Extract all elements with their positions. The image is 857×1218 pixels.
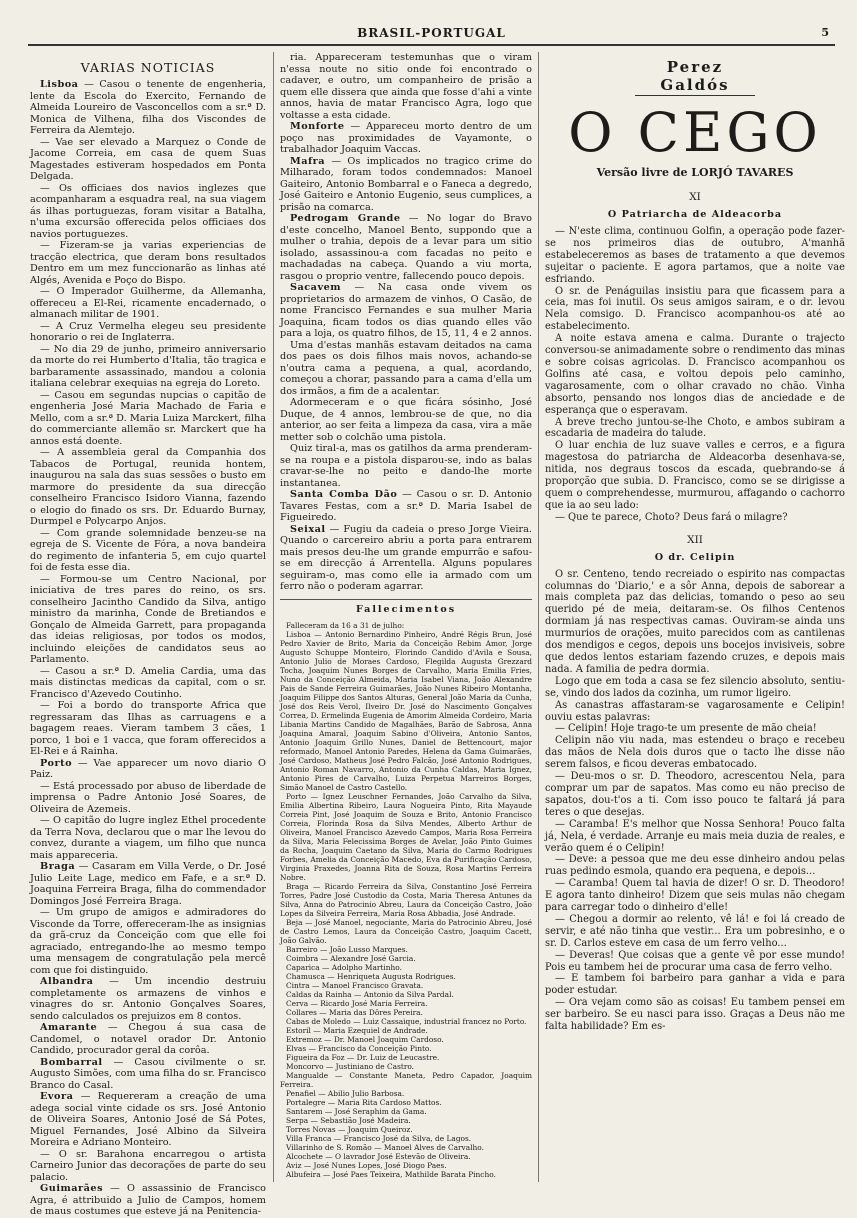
novel-title: O CEGO <box>568 101 822 164</box>
news-item <box>30 861 266 907</box>
news-item <box>280 121 532 156</box>
chapter-paragraph: O sr. de Penáguilas insistiu para que ficassem para a ceia, mas foi inutil. Os seus amigos sairam, e o dr. levou Nela comsigo. D. Francisco acompanhou-os até ao estabelecimento. <box>545 285 845 333</box>
section-title: VARIAS NOTICIAS <box>80 60 216 75</box>
obituary-entry: Collares — Maria das Dôres Pereira. <box>286 1007 423 1017</box>
news-item <box>30 758 266 781</box>
news-text: Adormeceram e o que ficára sósinho, José Duque, de 4 annos, lembrou-se de que, no dia anterior, ao ser feita a limpeza da casa, vira a mãe metter sob o colchão uma pistola. <box>280 397 532 443</box>
news-dateline: Albandra <box>40 976 94 987</box>
obituary-list <box>280 621 532 1179</box>
news-item <box>30 240 266 286</box>
obituary-entry: Braga — Ricardo Ferreira da Silva, Constantino José Ferreira Torres, Padre José Custodio da Costa, Maria Theresa Antunes da Silva, Anna do Patrocinio Abreu, Laura da Conceição Castro, João Lopes da Silveira Ferreira, Maria Rosa Abbadia, José Andrade. <box>280 881 532 918</box>
column-serial-novel <box>545 52 845 1182</box>
chapter-paragraph: — Celipin! Hoje trago-te um presente de mão cheia! <box>555 723 817 735</box>
news-text: — Um incendio destruiu completamente os armazens de vinhos e vinagres do sr. Antonio Gonçalves Soares, sendo calculados os prejuizos em 8 contos. <box>30 976 266 1022</box>
obituary-entry: Albufeira — José Paes Teixeira, Mathilde Barata Pincho. <box>286 1169 496 1179</box>
page-header <box>28 24 835 46</box>
news-item <box>30 1057 266 1092</box>
news-dateline: Porto <box>40 757 73 769</box>
obituary-entry: Lisboa — Antonio Bernardino Pinheiro, André Régis Brun, José Pedro Xavier de Brito, Maria da Conceição Rebim Amor, Jorge Augusto Schuppe Monteiro, Florindo Candido d'Avila e Sousa, Antonio Julio de Moraes Cardoso, Flegilda Augusta Grezzard Tocha, Joaquim Nunes Borges de Carvalho, Maria Emilia Fries, Nuno da Conceição Almeida, Maria Isabel Viana, João Alexandre Pais de Sande Ferreira Guimarães, João Nunes Ribeiro Montanha, Joaquim Filippe dos Santos Alturas, General João Maria da Cunha, José dos Reis Verol, Ilveiro Dr. José do Nascimento Gonçalves Correa, D. Ermelinda Eugenia de Amorim Almeida Cordeiro, Maria Libania Martins Candido de Magalhães, Barão de Sabrosa, Anna Joaquina Amaral, Joaquim Sabino d'Oliveira, Antonio Santos, Antonio Joaquim Grillo Nunes, Daniel de Bettencourt, major reformado, Manoel Antonio Paredes, Helena da Gama Guimarães, José Cardoso, Matheus José Pedro Falcão, José Antonio Rodrigues, Antonio Roman Navarro, Antonio da Cunha Caldas, Maria Ignez, Antonio Pires de Carvalho, Luiza Perpetua Marreiros Borges, Simão Manoel de Castro Castello. <box>280 629 532 792</box>
chapter-paragraph: — Caramba! E's melhor que Nossa Senhora! Pouco falta já, Nela, é verdade. Arranje eu mais meia duzia de reales, e verão quem é o Celipin! <box>545 818 845 854</box>
news-item <box>30 815 266 861</box>
chapter-paragraph: — E tambem foi barbeiro para ganhar a vida e para poder estudar. <box>545 973 845 997</box>
news-text: — O Imperador Guilherme, da Allemanha, offereceu a El-Rei, ricamente encadernado, o almanach militar de 1901. <box>30 286 266 320</box>
column-rule-1 <box>273 52 274 1182</box>
news-text: — Formou-se um Centro Nacional, por iniciativa de tres pares do reino, os srs. conselheiro Jacintho Candido da Silva, antigo ministro da marinha, Conde de Bretiandos e Gonçalo de Almeida Garrett, para propaganda das ideias religiosas, por todos os modos, incluindo eleições de candidatos seus ao Parlamento. <box>30 573 266 665</box>
news-item <box>30 907 266 976</box>
obituary-entry: Portalegre — Maria Rita Cardoso Mattos. <box>286 1097 442 1107</box>
news-item <box>280 397 532 443</box>
news-text: Quiz tiral-a, mas os gatilhos da arma prenderam-se na roupa e a pistola disparou-se, indo as balas cravar-se-lhe no peito e dando-lhe morte instantanea. <box>280 443 532 489</box>
news-item <box>30 1149 266 1184</box>
news-text: — Requereram a creação de uma adega social vinte cidade os srs. José Antonio de Oliveira Soares, Antonio José de Sá Potes, Miguel Fernandes, José Albino da Silveira Moreira e Adriano Monteiro. <box>30 1091 266 1148</box>
news-dateline: Monforte <box>290 121 345 132</box>
news-text: — Vae apparecer um novo diario O Paiz. <box>30 757 266 780</box>
obituary-entry: Caparica — Adolpho Martinho. <box>286 962 402 972</box>
news-item <box>280 443 532 489</box>
obituary-entry: Porto — Ignez Leuschner Fernandes, João Carvalho da Silva, Emilia Albertina Ribeiro, Laura Nogueira Pinto, Rita Mayaude Correia Pint, José Joaquim de Souza e Brito, Antonio Francisco Correia, Florinda Rosa da Silva Mendes, Alberto Arthur de Oliveira, Manoel Francisco Azevedo Campos, Maria Rosa Ferreira da Silva, Maria Felecissima Borges de Avelar, João Pinto Guimes da Rocha, Joaquim Caetano da Silva, Maria do Carmo Rodrigues Forbes, Amelia da Conceição Macedo, Eva da Purificação Cardoso, Virginia Praxedes, Joanna Rita de Souza, Rosa Martins Ferreira Nobre. <box>280 791 532 882</box>
news-item <box>30 528 266 574</box>
news-text: — No logar do Bravo d'este concelho, Manoel Bento, suppondo que a mulher o trahia, depois de a levar para um sitio isolado, assassinou-a com facadas no peito e machadadas na cabeça. Quando a viu morta, rasgou o proprio ventre, fallecendo pouco depois. <box>280 213 532 282</box>
chapter-number: XI <box>689 191 701 203</box>
news-item <box>30 666 266 701</box>
obituary-entry: Villa Franca — Francisco José da Silva, de Lagos. <box>286 1133 472 1143</box>
news-item <box>30 344 266 390</box>
news-item <box>30 447 266 528</box>
novel-author: Perez Galdós <box>635 58 755 96</box>
news-dateline: Pedrogam Grande <box>290 213 401 224</box>
news-item <box>30 574 266 666</box>
news-item <box>30 781 266 816</box>
column-rule-2 <box>538 52 539 1182</box>
obituary-entry: Cerva — Ricardo José Maria Ferreira. <box>286 998 428 1008</box>
news-text: — Está processado por abuso de liberdade de imprensa o Padre Antonio José Soares, de Oliveira de Azemeis. <box>30 780 266 815</box>
obituary-entry: Moncorvo — Justiniano de Castro. <box>286 1061 415 1071</box>
news-text: — Casaram em Villa Verde, o Dr. José Julio Leite Lage, medico em Fafe, e a sr.ª D. Joaquina Ferreira Braga, filha do commendador Domingos José Ferreira Braga. <box>30 861 266 907</box>
column-news-continued <box>280 52 532 1182</box>
column-varias-noticias <box>30 52 266 1217</box>
obituary-entry: Alcochete — O lavrador José Estevão de Oliveira. <box>286 1151 471 1161</box>
chapter-paragraph: — Deu-mos o sr. D. Theodoro, acrescentou Nela, para comprar um par de sapatos. Mas como eu não preciso de sapatos, dou-t'os a ti. Com isso pouco te faltará já para teres o que desejas. <box>545 771 845 818</box>
chapter-number: XII <box>687 533 703 546</box>
news-text: — Appareceu morto dentro de um poço nas proximidades de Vayamonte, o trabalhador Joaquim Vaccas. <box>280 121 532 155</box>
news-dateline: Seixal <box>290 523 326 535</box>
obituary-entry: Caldas da Rainha — Antonio da Silva Pardal. <box>286 989 454 999</box>
news-item <box>30 321 266 344</box>
news-dateline: Braga <box>40 861 76 872</box>
news-item <box>30 286 266 321</box>
news-text: — Casou civilmente o sr. Augusto Simões, com uma filha do sr. Francisco Branco do Casal. <box>30 1056 266 1091</box>
news-item <box>30 1022 266 1057</box>
news-text: — Na casa onde vivem os proprietarios do armazem de vinhos, O Casão, de nome Francisco Fernandes e sua mulher Maria Joaquina, ficam todos os dias quando elles vão para a loja, os quatro filhos, de 15, 11, 4 e 2 annos. <box>280 282 532 339</box>
chapter-paragraph: Celipin não viu nada, mas estendeu o braço e recebeu das mãos de Nela dois duros que o tacto lhe disse não serem falsos, e ficou deveras embatocado. <box>545 735 845 771</box>
news-text: — Foi a bordo do transporte Africa que regressaram das Ilhas as carruagens e a bagagem reaes. Vieram tambem 3 cães, 1 porco, 1 boi e 1 vacca, que foram offerecidos a El-Rei e á Rainha. <box>30 700 266 757</box>
news-text: — Vae ser elevado a Marquez o Conde de Jacome Correia, em casa de quem Suas Magestades estiveram hospedados em Ponta Delgada. <box>30 136 266 182</box>
obituary-entry: Chamusca — Henriqueta Augusta Rodrigues. <box>286 971 456 981</box>
obituary-intro: Falleceram da 16 a 31 de julho: <box>286 620 405 630</box>
obituary-entry: Estoril — Maria Ezequiel de Andrade. <box>286 1025 428 1035</box>
news-text: — Os implicados no tragico crime do Milharado, foram todos condemnados: Manoel Gaiteiro, Antonio Bombarral e o Faneca a degredo, José Gaiteiro e Antonio Eugenio, seus cumplices, a prisão na comarca. <box>280 155 532 213</box>
news-item <box>280 213 532 282</box>
chapter-paragraph: — Caramba! Quem tal havia de dizer! O sr. D. Theodoro! E agora tanto dinheiro! Dizem que seis mulas não chegam para carregar todo o dinheiro d'elle! <box>545 878 845 914</box>
page-number: 5 <box>821 26 829 39</box>
obituary-entry: Penafiel — Abilio Julio Barbosa. <box>286 1088 405 1098</box>
news-dateline: Mafra <box>290 155 326 167</box>
obituary-entry: Mangualde — Constante Maneta, Pedro Capador, Joaquim Ferreira. <box>280 1070 532 1089</box>
obituary-entry: Cintra — Manoel Francisco Gravata. <box>286 980 424 990</box>
chapter-paragraph: — Chegou a dormir ao relento, vê lá! e foi lá creado de servir, e até não tinha que vestir... Era um pobresinho, e o sr. D. Carlos esteve em casa de um ferro velho... <box>545 913 845 949</box>
chapter-paragraph: — N'este clima, continuou Golfin, a operação pode fazer-se nos primeiros dias de outubro, A'manhã estabeleceremos as bases de tratamento a que devemos sujeitar o paciente. E agora partamos, que a noite vae esfriando. <box>545 226 845 285</box>
chapter-paragraph: O luar enchia de luz suave valles e cerros, e a figura magestosa do patriarcha de Aldeacorba desenhava-se, nitida, nos degraus toscos da escada, quebrando-se á proporção que subia. D. Francisco, como se se dirigisse a quem o comprehendesse, murmurou, affagando o cachorro que ia ao seu lado: <box>545 440 845 511</box>
news-dateline: Evora <box>40 1091 74 1102</box>
news-text: — O assassinio de Francisco Agra, é attribuido a Julio de Campos, homem de maus costumes que esteve já na Penitencia- <box>30 1183 266 1217</box>
news-item <box>30 79 266 137</box>
chapter-paragraph: As canastras affastaram-se vagarosamente e Celipin! ouviu estas palavras: <box>545 699 845 723</box>
news-text: — O capitão do lugre inglez Ethel procedente da Terra Nova, declarou que o mar lhe levou do convez, durante a viagem, um filho que nunca mais appareceria. <box>30 815 266 861</box>
obituary-entry: Cabas de Moledo — Luiz Cassaique, industrial francez no Porto. <box>286 1016 527 1026</box>
chapter-paragraph: — Que te parece, Choto? Deus fará o milagre? <box>555 511 788 523</box>
obituary-entry: Santarem — José Seraphim da Gama. <box>286 1106 427 1116</box>
news-text: — Fugiu da cadeia o preso Jorge Vieira. Quando o carcereiro abriu a porta para entrarem mais presos deu-lhe um grande empurrão e safou-se em direcção á Arrentella. Alguns populares seguiram-o, mas como elle ia armado com um ferro não o poderam agarrar. <box>280 523 532 592</box>
obituary-entry: Villarinho de S. Romão — Manoel Alves de Carvalho. <box>286 1142 484 1152</box>
chapter-paragraph: O sr. Centeno, tendo recreiado o espirito nas compactas columnas do 'Diario,' e a sôr Anna, depois de saborear a mais completa paz das delicias, tomando o peso ao seu querido pé de meia, deitaram-se. Os filhos Centenos dormiam já nas respectivas camas. Ouviram-se ainda uns murmurios de orações, muito parecidos com as cantilenas dos mendigos e cegos, depois uns bocejos invisiveis, sobre que dedos lentos estariam fazendo cruzes, e depois mais nada. A familia de pedra dormia. <box>545 568 845 675</box>
section-title-fallecimentos: Fallecimentos <box>280 599 532 615</box>
chapter-paragraph: A breve trecho juntou-se-lhe Choto, e ambos subiram a escadaria de madeira do talude. <box>545 416 845 440</box>
obituary-entry: Torres Novas — Joaquim Queiroz. <box>286 1124 413 1134</box>
news-dateline: Santa Comba Dão <box>290 489 398 500</box>
news-text: — Fizeram-se ja varias experiencias de tracção electrica, que deram bons resultados Dentro em um mez funccionarão as linhas até Algés, Avenida e Poço do Bispo. <box>30 240 266 286</box>
news-dateline: Sacavem <box>290 282 341 293</box>
obituary-entries <box>280 630 532 1179</box>
news-item <box>280 340 532 398</box>
news-item <box>30 137 266 183</box>
news-text: ria. Appareceram testemunhas que o viram n'essa noute no sitio onde foi encontrado o cadaver, e outro, um companheiro de prisão a quem elle dissera que ainda que fosse d'ahi a vinte annos, havia de matar Francisco Agra, logo que voltasse a esta cidade. <box>280 52 532 121</box>
news-text: — O sr. Barahona encarregou o artista Carneiro Junior das decorações de parte do seu palacio. <box>30 1148 266 1183</box>
news-text: — Chegou á sua casa de Candomel, o notavel orador Dr. Antonio Candido, procurador geral da corôa. <box>30 1022 266 1056</box>
news-dateline: Amarante <box>40 1022 98 1033</box>
chapter-title: O Patriarcha de Aldeacorba <box>607 209 783 220</box>
chapter-paragraph: — Deveras! Que coisas que a gente vê por esse mundo! Pois eu tambem hei de procurar uma casa de ferro velho. <box>545 949 845 973</box>
news-body <box>30 79 266 1218</box>
news-text: — Casou a sr.ª D. Amelia Cardia, uma das mais distinctas medicas da capital, com o sr. Francisco d'Azevedo Coutinho. <box>30 665 266 700</box>
obituary-entry: Figueira da Foz — Dr. Luiz de Leucastre. <box>286 1052 440 1062</box>
publication-title: BRASIL-PORTUGAL <box>357 26 506 40</box>
chapter-paragraph: A noite estava amena e calma. Durante o trajecto conversou-se animadamente sobre o rendimento das minas e sobre coisas agricolas. D. Francisco acompanhou os Golfins até casa, e voltou depois pelo caminho, vagarosamente, com o olhar cravado no chão. Vinha absorto, pensando nos longos dias de anciedade e de esperança que o esperavam. <box>545 333 845 416</box>
chapter-paragraph: — Ora vejam como são as coisas! Eu tambem pensei em ser barbeiro. Se eu nasci para isso. Graças a Deus não me falta habilidade? Em es- <box>545 997 845 1033</box>
news-item <box>280 282 532 340</box>
news-item <box>30 183 266 241</box>
news-text: — Um grupo de amigos e admiradores do Visconde da Torre, offereceram-lhe as insignias da grã-cruz da Conceição com que elle foi agraciado, entregando-lhe ao mesmo tempo uma mensagem de congratulação pela mercê com que foi distinguido. <box>30 907 266 976</box>
news-dateline: Guimarães <box>40 1183 104 1194</box>
news-text: — Casou o tenente de engenheria, lente da Escola do Exercito, Fernando de Almeida Loureiro de Vasconcellos com a sr.ª D. Monica de Vilhena, filha dos Viscondes de Ferreira da Alemtejo. <box>30 79 266 136</box>
novel-subtitle: Versão livre de LORJÓ TAVARES <box>596 166 794 179</box>
news-text: — Casou em segundas nupcias o capitão de engenheria José Maria Machado de Faria e Mello, com a sr.ª D. Maria Luiza Marckert, filha do commerciante allemão sr. Marckert que ha annos está doente. <box>30 389 266 447</box>
news-text: — Os officiaes dos navios inglezes que acompanharam a esquadra real, na sua viagem ás ilhas portuguezas, foram visitar a Batalha, n'uma excursão offerecida pelos officiaes dos navios portuguezes. <box>30 182 266 240</box>
chapter-paragraph: Logo que em toda a casa se fez silencio absoluto, sentiu-se, vindo dos lados da cozinha, um rumor ligeiro. <box>545 675 845 699</box>
news-item <box>30 390 266 448</box>
novel-chapters <box>545 191 845 1033</box>
news-item <box>280 524 532 593</box>
obituary-entry: Barreiro — João Lusso Marques. <box>286 944 408 954</box>
obituary-entry: Beja — José Manoel, negociante, Maria do Patrocinio Abreu, José de Castro Lemos, Laura da Conceição Castro, Joaquim Cacett, João Galvão. <box>280 917 532 945</box>
news-text: — Com grande solemnidade benzeu-se na egreja de S. Vicente de Fóra, a nova bandeira do regimento de infanteria 5, em cujo quartel foi de festa esse dia. <box>30 527 266 573</box>
news-item <box>280 52 532 121</box>
news-text: — Casou o sr. D. Antonio Tavares Festas, com a sr.ª D. Maria Isabel de Figueiredo. <box>280 489 532 523</box>
news-item <box>30 1091 266 1149</box>
chapter-title: O dr. Celipin <box>654 551 736 563</box>
obituary-entry: Serpa — Sebastião José Madeira. <box>286 1115 411 1125</box>
obituary-entry: Coimbra — Alexandre José Garcia. <box>286 953 416 963</box>
news-item <box>30 976 266 1022</box>
news-item <box>30 1183 266 1218</box>
obituary-entry: Aviz — José Nunes Lopes, José Diogo Paes. <box>286 1160 447 1170</box>
chapter-paragraph: — Deve: a pessoa que me deu esse dinheiro andou pelas ruas pedindo esmola, quando era pequena, e depois... <box>545 854 845 878</box>
news-dateline: Lisboa <box>40 79 79 90</box>
news-item <box>30 700 266 758</box>
news-text: — A assembleia geral da Companhia dos Tabacos de Portugal, reunida hontem, inaugurou na sala das suas sessões o busto em marmore do presidente da sua direcção conselheiro Francisco Isidoro Vianna, fazendo o elogio do finado os srs. Dr. Eduardo Burnay, Durmpel e Polycarpo Anjos. <box>30 447 266 527</box>
news-text: Uma d'estas manhãs estavam deitados na cama dos paes os dois filhos mais novos, achando-se n'outra cama a pequena, a qual, acordando, começou a chorar, passando para a cama d'ella um dos irmãos, a fim de a acalentar. <box>280 339 532 397</box>
news-dateline: Bombarral <box>40 1056 103 1068</box>
news-item <box>280 156 532 214</box>
news-body-continued <box>280 52 532 593</box>
news-item <box>280 489 532 524</box>
news-text: — No dia 29 de junho, primeiro anniversario da morte do rei Humberto d'Italia, tão tragica e barbaramente assassinado, mandou a colonia italiana celebrar exequias na egreja do Loreto. <box>30 343 266 389</box>
obituary-entry: Extremoz — Dr. Manoel Joaquim Cardoso. <box>286 1034 444 1044</box>
news-text: — A Cruz Vermelha elegeu seu presidente honorario o rei de Inglaterra. <box>30 320 266 343</box>
obituary-entry: Elvas — Francisco da Conceição Pinto. <box>286 1043 432 1053</box>
